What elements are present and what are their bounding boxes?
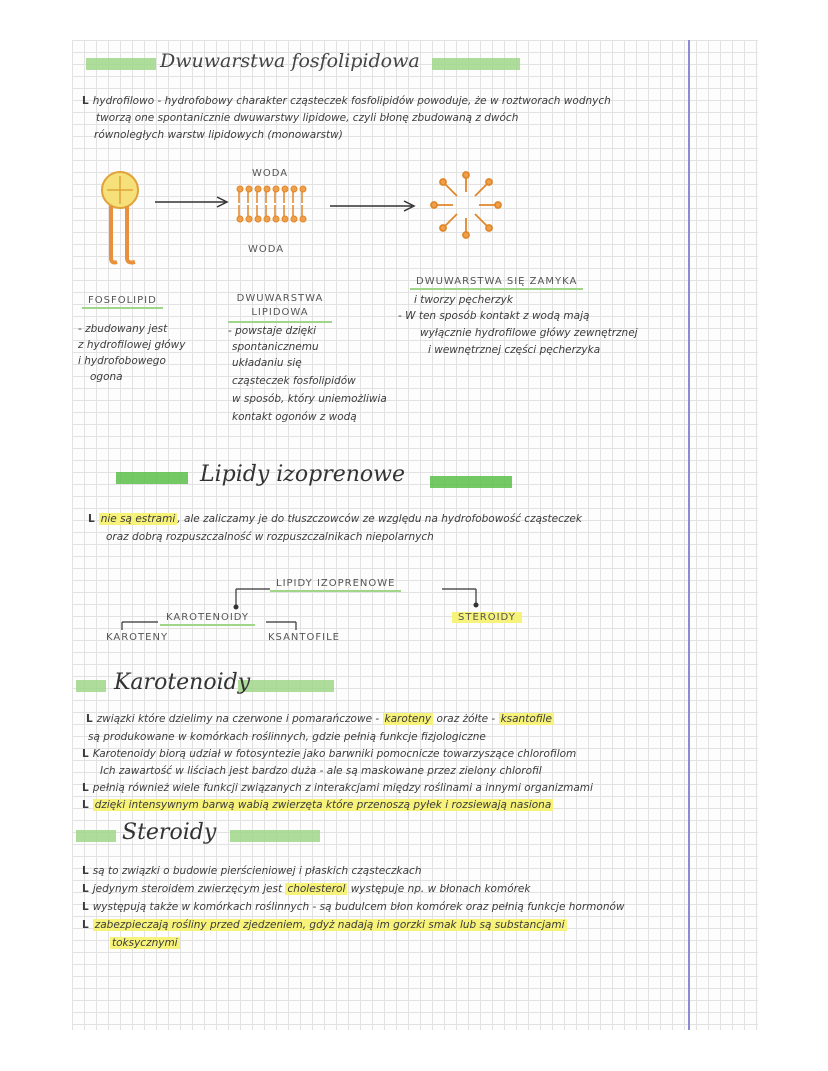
tree-ksantofile-label: KSANTOFILE (268, 632, 340, 643)
intro-line-1: L hydrofilowo - hydrofobowy charakter cząsteczek fosfolipidów powoduje, że w roztworach wodnych (82, 95, 611, 107)
steroids-line-4: L zabezpieczają rośliny przed zjedzeniem, gdyż nadają im gorzki smak lub są substancjami (82, 919, 565, 931)
tree-karoteny-label: KAROTENY (106, 632, 169, 643)
title-marker-left (116, 472, 188, 484)
carotenoids-line-3: L Karotenoidy biorą udział w fotosyntezie jako barwniki pomocnicze towarzyszące chlorofilom (82, 748, 577, 760)
steroids-line-5: toksycznymi (112, 937, 178, 949)
carotenoids-line-4: Ich zawartość w liściach jest bardzo duża - ale są maskowane przez zielony chlorofil (100, 765, 542, 777)
bilayer-desc-6: kontakt ogonów z wodą (232, 411, 357, 423)
closes-desc-1: i tworzy pęcherzyk (414, 294, 513, 306)
title-marker-left (76, 830, 116, 842)
steroids-line-2: L jedynym steroidem zwierzęcym jest cholesterol występuje np. w błonach komórek (82, 883, 531, 895)
water-label-bottom: WODA (248, 244, 285, 255)
bilayer-desc-3: układaniu się (232, 357, 302, 369)
arrow-icon (330, 200, 420, 212)
label-bilayer-closes: DWUWARSTWA SIĘ ZAMYKA (410, 276, 583, 290)
tree-connectors (230, 585, 490, 615)
section-title-bilayer: Dwuwarstwa fosfolipidowa (160, 50, 420, 72)
phospholipid-desc-3: i hydrofobowego (78, 355, 166, 367)
section-title-steroids: Steroidy (122, 820, 217, 845)
arrow-icon (155, 196, 235, 208)
carotenoids-line-6: L dzięki intensywnym barwą wabią zwierzęta które przenoszą pyłek i rozsiewają nasiona (82, 799, 552, 811)
tree-karotenoidy-label: KAROTENOIDY (160, 612, 255, 626)
title-marker-right (432, 58, 520, 70)
title-marker-right (430, 476, 512, 488)
label-bilayer: DWUWARSTWA LIPIDOWA (228, 292, 332, 323)
bilayer-desc-2: spontanicznemu (232, 341, 319, 353)
margin-line (688, 40, 690, 1030)
section-title-carotenoids: Karotenoidy (114, 670, 251, 695)
isoprene-line-1: L nie są estrami , ale zaliczamy je do tłuszczowców ze względu na hydrofobowość cząsteczek (88, 513, 582, 525)
steroids-line-3: L występują także w komórkach roślinnych - są budulcem błon komórek oraz pełnią funkcje hormonów (82, 901, 625, 913)
isoprene-line-2: oraz dobrą rozpuszczalność w rozpuszczalnikach niepolarnych (106, 531, 434, 543)
bilayer-drawing (236, 185, 311, 225)
carotenoids-line-2: są produkowane w komórkach roślinnych, gdzie pełnią funkcje fizjologiczne (88, 731, 486, 743)
tree-root-label: LIPIDY IZOPRENOWE (270, 578, 401, 592)
section-title-isoprene: Lipidy izoprenowe (200, 462, 406, 487)
title-marker-right (238, 680, 334, 692)
closes-desc-4: i wewnętrznej części pęcherzyka (428, 344, 601, 356)
closes-desc-2: - W ten sposób kontakt z wodą mają (398, 310, 590, 322)
water-label-top: WODA (252, 168, 289, 179)
phospholipid-desc-1: - zbudowany jest (78, 323, 168, 335)
tree-steroidy-label: STEROIDY (452, 612, 522, 623)
steroids-line-1: L są to związki o budowie pierścieniowej i płaskich cząsteczkach (82, 865, 422, 877)
title-marker-right (230, 830, 320, 842)
bilayer-desc-5: w sposób, który uniemożliwia (232, 393, 387, 405)
title-marker-left (76, 680, 106, 692)
label-phospholipid: FOSFOLIPID (82, 295, 163, 309)
intro-line-2: tworzą one spontanicznie dwuwarstwy lipidowe, czyli błonę zbudowaną z dwóch (96, 112, 519, 124)
vesicle-drawing (428, 170, 504, 240)
bilayer-desc-4: cząsteczek fosfolipidów (232, 375, 356, 387)
tree-connectors-sub (118, 616, 308, 632)
bilayer-desc-1: - powstaje dzięki (228, 325, 317, 337)
title-marker-left (86, 58, 156, 70)
carotenoids-line-5: L pełnią również wiele funkcji związanych z interakcjami między roślinami a innymi organizmami (82, 782, 593, 794)
carotenoids-line-1: L związki które dzielimy na czerwone i pomarańczowe - karoteny oraz żółte - ksantofile (86, 713, 552, 725)
closes-desc-3: wyłącznie hydrofilowe główy zewnętrznej (420, 327, 638, 339)
intro-line-3: równoległych warstw lipidowych (monowarstw) (94, 129, 343, 141)
phospholipid-drawing (95, 168, 155, 268)
phospholipid-desc-2: z hydrofilowej główy (78, 339, 186, 351)
phospholipid-desc-4: ogona (90, 371, 123, 383)
